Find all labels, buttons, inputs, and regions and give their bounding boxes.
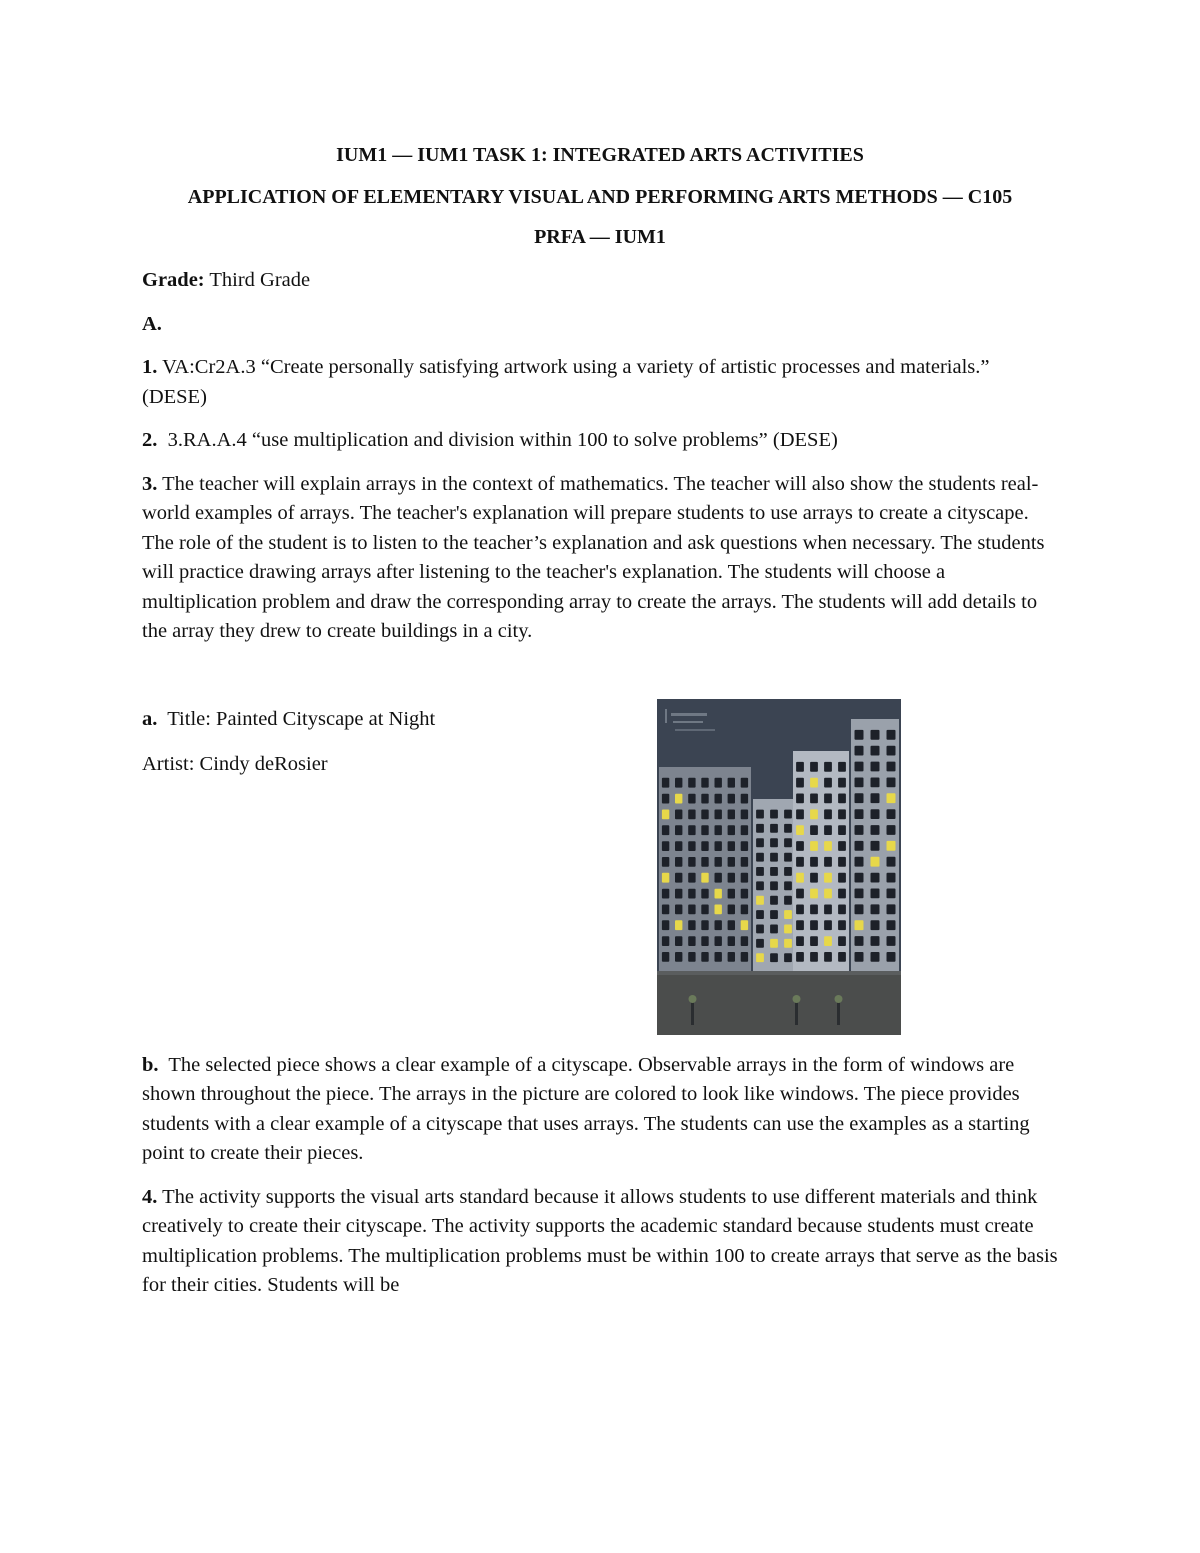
painting-window	[871, 872, 880, 882]
painting-window	[662, 857, 669, 867]
artwork-title-line	[142, 705, 592, 735]
painting-window	[871, 777, 880, 787]
painting-window	[810, 841, 818, 851]
painting-window	[715, 841, 722, 851]
painting-window	[796, 936, 804, 946]
painting-window	[675, 841, 682, 851]
artwork-section	[142, 705, 1058, 1045]
painting-window	[810, 936, 818, 946]
painting-window	[855, 825, 864, 835]
painting-window	[810, 777, 818, 787]
painting-window	[662, 793, 669, 803]
painting-window	[838, 809, 846, 819]
painting-window	[701, 793, 708, 803]
painting-window	[770, 838, 778, 847]
painting-window	[871, 825, 880, 835]
painting-window	[796, 856, 804, 866]
painting-window	[887, 888, 896, 898]
painting-window	[838, 793, 846, 803]
painting-window	[688, 777, 695, 787]
painting-window	[855, 888, 864, 898]
painting-window	[756, 809, 764, 818]
painting-window	[741, 872, 748, 882]
painting-window	[855, 793, 864, 803]
painting-window	[756, 838, 764, 847]
painting-window	[887, 825, 896, 835]
painting-window	[871, 809, 880, 819]
painting-window	[796, 952, 804, 962]
painting-window	[887, 777, 896, 787]
painting-window	[784, 938, 792, 947]
painting-window	[796, 872, 804, 882]
painting-window	[871, 840, 880, 850]
painting-window	[662, 872, 669, 882]
grade-label: Grade:	[142, 269, 205, 291]
painting-window	[838, 936, 846, 946]
painting-window	[855, 729, 864, 739]
painting-window	[756, 953, 764, 962]
grade-value: Third Grade	[204, 269, 311, 291]
painting-window	[871, 888, 880, 898]
painting-window	[741, 825, 748, 835]
painting-window	[871, 745, 880, 755]
painting-window	[715, 777, 722, 787]
painting-window	[796, 761, 804, 771]
painting-window	[871, 729, 880, 739]
painting-window	[887, 920, 896, 930]
painting-window	[688, 825, 695, 835]
painting-window	[688, 872, 695, 882]
painting-window	[701, 872, 708, 882]
item-3-number: 3.	[142, 472, 158, 495]
painting-window	[756, 895, 764, 904]
item-4-number: 4.	[142, 1185, 158, 1208]
painting-window	[887, 904, 896, 914]
painting-window	[770, 852, 778, 861]
painting-window	[662, 841, 669, 851]
painting-window	[701, 920, 708, 930]
painting-window	[728, 841, 735, 851]
painting-window	[810, 793, 818, 803]
painting-window	[770, 867, 778, 876]
painting-window	[784, 809, 792, 818]
painting-window	[728, 809, 735, 819]
painting-window	[756, 881, 764, 890]
item-b-label: b.	[142, 1053, 159, 1076]
painting-window	[728, 872, 735, 882]
item-4-text: The activity supports the visual arts standard because it allows students to use different materials and think creatively to create their cityscape. The activity supports the academic standard because students must create multiplication problems. The multiplication problems must be within 100 to create arrays that serve as the basis for their cities. Students will be	[142, 1185, 1058, 1296]
painting-window	[810, 888, 818, 898]
painting-window	[728, 888, 735, 898]
painting-window	[728, 952, 735, 962]
painting-window	[728, 857, 735, 867]
painting-window	[855, 761, 864, 771]
painting-window	[688, 857, 695, 867]
painting-window	[688, 952, 695, 962]
painting-window	[728, 936, 735, 946]
painting-window	[675, 888, 682, 898]
painting-window	[784, 881, 792, 890]
painting-window	[855, 809, 864, 819]
painting-window	[770, 953, 778, 962]
painting-window	[770, 924, 778, 933]
painting-window	[887, 761, 896, 771]
painting-window	[741, 809, 748, 819]
painting-window	[701, 777, 708, 787]
painting-window	[871, 920, 880, 930]
painting-window	[756, 867, 764, 876]
item-1-number: 1.	[142, 356, 158, 378]
painting-window	[824, 936, 832, 946]
painting-window	[810, 920, 818, 930]
painting-window	[871, 936, 880, 946]
painting-window	[871, 904, 880, 914]
painting-window	[784, 867, 792, 876]
painting-window	[838, 761, 846, 771]
painting-window	[796, 793, 804, 803]
painting-window	[741, 952, 748, 962]
painting-window	[855, 904, 864, 914]
painting-window	[728, 920, 735, 930]
painting-window	[701, 825, 708, 835]
painting-window	[784, 895, 792, 904]
painting-window	[675, 857, 682, 867]
painting-window	[728, 904, 735, 914]
painting-window	[715, 825, 722, 835]
painting-window	[784, 838, 792, 847]
painting-window	[810, 856, 818, 866]
painting-window	[662, 952, 669, 962]
painting-window	[824, 777, 832, 787]
item-b	[142, 1051, 1058, 1169]
course-title: APPLICATION OF ELEMENTARY VISUAL AND PERFORMING ARTS METHODS — C105	[187, 186, 1013, 208]
painting-window	[715, 857, 722, 867]
painting-window	[701, 936, 708, 946]
painting-window	[728, 777, 735, 787]
painting-window	[784, 852, 792, 861]
item-2-text: 3.RA.A.4 “use multiplication and division within 100 to solve problems” (DESE)	[157, 429, 838, 451]
painting-window	[796, 777, 804, 787]
painting-window	[701, 952, 708, 962]
painting-window	[810, 809, 818, 819]
painting-window	[770, 895, 778, 904]
painting-window	[887, 936, 896, 946]
painting-window	[838, 920, 846, 930]
painting-window	[701, 904, 708, 914]
painting-window	[688, 920, 695, 930]
painting-window	[796, 809, 804, 819]
painting-window	[675, 904, 682, 914]
painting-window	[824, 888, 832, 898]
painting-window	[741, 888, 748, 898]
painting-window	[675, 872, 682, 882]
painting-window	[838, 952, 846, 962]
painting-window	[796, 904, 804, 914]
painting-window	[741, 777, 748, 787]
painting-window	[715, 952, 722, 962]
painting-window	[855, 936, 864, 946]
painting-window	[810, 761, 818, 771]
painting-window	[756, 924, 764, 933]
painting-window	[770, 910, 778, 919]
painting-window	[824, 952, 832, 962]
painting-window	[784, 953, 792, 962]
painting-window	[824, 856, 832, 866]
painting-window	[701, 841, 708, 851]
painting-window	[770, 823, 778, 832]
painting-window	[675, 952, 682, 962]
painting-window	[662, 904, 669, 914]
painting-window	[796, 825, 804, 835]
painting-window	[810, 952, 818, 962]
painting-window	[756, 938, 764, 947]
painting-window	[855, 777, 864, 787]
grade-line	[142, 266, 1058, 296]
painting-window	[728, 825, 735, 835]
painting-window	[871, 761, 880, 771]
painting-window	[871, 856, 880, 866]
painting-window	[662, 920, 669, 930]
painting-window	[741, 904, 748, 914]
painting-window	[871, 793, 880, 803]
painting-window	[855, 745, 864, 755]
painting-window	[715, 809, 722, 819]
painting-window	[887, 745, 896, 755]
painting-window	[838, 904, 846, 914]
item-3-text: The teacher will explain arrays in the context of mathematics. The teacher will also show the students real-world examples of arrays. The teacher's explanation will prepare students to use arrays to create a cityscape. The role of the student is to listen to the teacher’s explanation and ask questions when necessary. The students will practice drawing arrays after listening to the teacher's explanation. The students will choose a multiplication problem and draw the corresponding array to create the arrays. The students will add details to the array they drew to create buildings in a city.	[142, 472, 1045, 642]
painting-window	[715, 872, 722, 882]
painting-window	[756, 852, 764, 861]
item-2	[142, 426, 1058, 456]
painting-window	[855, 872, 864, 882]
painting-window	[887, 793, 896, 803]
painting-window	[715, 920, 722, 930]
painting-window	[675, 777, 682, 787]
painting-window	[855, 840, 864, 850]
section-a-label: A.	[142, 312, 162, 335]
painting-window	[741, 857, 748, 867]
painting-window	[887, 952, 896, 962]
painting-window	[784, 924, 792, 933]
painting-window	[675, 825, 682, 835]
painting-window	[741, 841, 748, 851]
painting-window	[824, 920, 832, 930]
artwork-title: Title: Painted Cityscape at Night	[157, 707, 436, 730]
painting-window	[675, 936, 682, 946]
painting-window	[701, 857, 708, 867]
painting-window	[770, 881, 778, 890]
painting-window	[675, 920, 682, 930]
item-2-number: 2.	[142, 429, 158, 451]
artwork-info	[142, 705, 592, 794]
painting-window	[871, 952, 880, 962]
painting-window	[662, 825, 669, 835]
painting-window	[838, 841, 846, 851]
painting-window	[824, 809, 832, 819]
painting-window	[838, 888, 846, 898]
painting-window	[784, 823, 792, 832]
painting-window	[796, 841, 804, 851]
painting-window	[770, 938, 778, 947]
painting-window	[675, 793, 682, 803]
painting-window	[824, 872, 832, 882]
painting-window	[824, 825, 832, 835]
artwork-artist: Artist: Cindy deRosier	[142, 753, 328, 775]
painting-window	[756, 823, 764, 832]
painting-window	[770, 809, 778, 818]
painting-window	[824, 904, 832, 914]
painting-window	[810, 904, 818, 914]
document-title: IUM1 — IUM1 TASK 1: INTEGRATED ARTS ACTIVITIES	[336, 144, 864, 166]
painting-window	[810, 872, 818, 882]
painting-window	[824, 841, 832, 851]
painting-window	[855, 952, 864, 962]
painting-window	[855, 920, 864, 930]
painting-window	[675, 809, 682, 819]
painting-window	[688, 841, 695, 851]
painting-window	[662, 936, 669, 946]
painting-window	[838, 872, 846, 882]
item-3	[142, 470, 1058, 647]
painting-window	[784, 910, 792, 919]
painting-window	[741, 936, 748, 946]
painting-window	[838, 777, 846, 787]
painting-window	[838, 825, 846, 835]
cityscape-painting-image	[657, 699, 901, 1035]
painting-window	[824, 793, 832, 803]
painting-window	[662, 888, 669, 898]
painting-window	[887, 840, 896, 850]
painting-window	[887, 809, 896, 819]
painting-window	[855, 856, 864, 866]
painting-window	[756, 910, 764, 919]
painting-window	[838, 856, 846, 866]
painting-window	[701, 809, 708, 819]
painting-window	[688, 936, 695, 946]
item-1-text: VA:Cr2A.3 “Create personally satisfying artwork using a variety of artistic processes and materials.” (DESE)	[142, 356, 990, 408]
painting-window	[701, 888, 708, 898]
painting-window	[715, 936, 722, 946]
painting-window	[662, 809, 669, 819]
document-page	[142, 140, 1058, 1315]
painting-window	[796, 920, 804, 930]
painting-window	[887, 872, 896, 882]
painting-window	[662, 777, 669, 787]
painting-window	[796, 888, 804, 898]
painting-window	[728, 793, 735, 803]
painting-window	[688, 888, 695, 898]
item-1	[142, 353, 1058, 412]
painting-window	[887, 729, 896, 739]
artwork-label: a.	[142, 707, 158, 730]
painting-window	[715, 904, 722, 914]
painting-window	[715, 793, 722, 803]
item-b-text: The selected piece shows a clear example of a cityscape. Observable arrays in the form of windows are shown throughout the piece. The arrays in the picture are colored to look like windows. The piece provides students with a clear example of a cityscape that uses arrays. The students can use the examples as a starting point to create their pieces.	[142, 1053, 1035, 1164]
painting-window	[741, 920, 748, 930]
item-4	[142, 1183, 1058, 1301]
painting-window	[688, 793, 695, 803]
course-code: PRFA — IUM1	[534, 226, 666, 248]
painting-window	[824, 761, 832, 771]
painting-window	[688, 809, 695, 819]
painting-window	[810, 825, 818, 835]
painting-window	[887, 856, 896, 866]
painting-window	[688, 904, 695, 914]
painting-window	[741, 793, 748, 803]
painting-window	[715, 888, 722, 898]
